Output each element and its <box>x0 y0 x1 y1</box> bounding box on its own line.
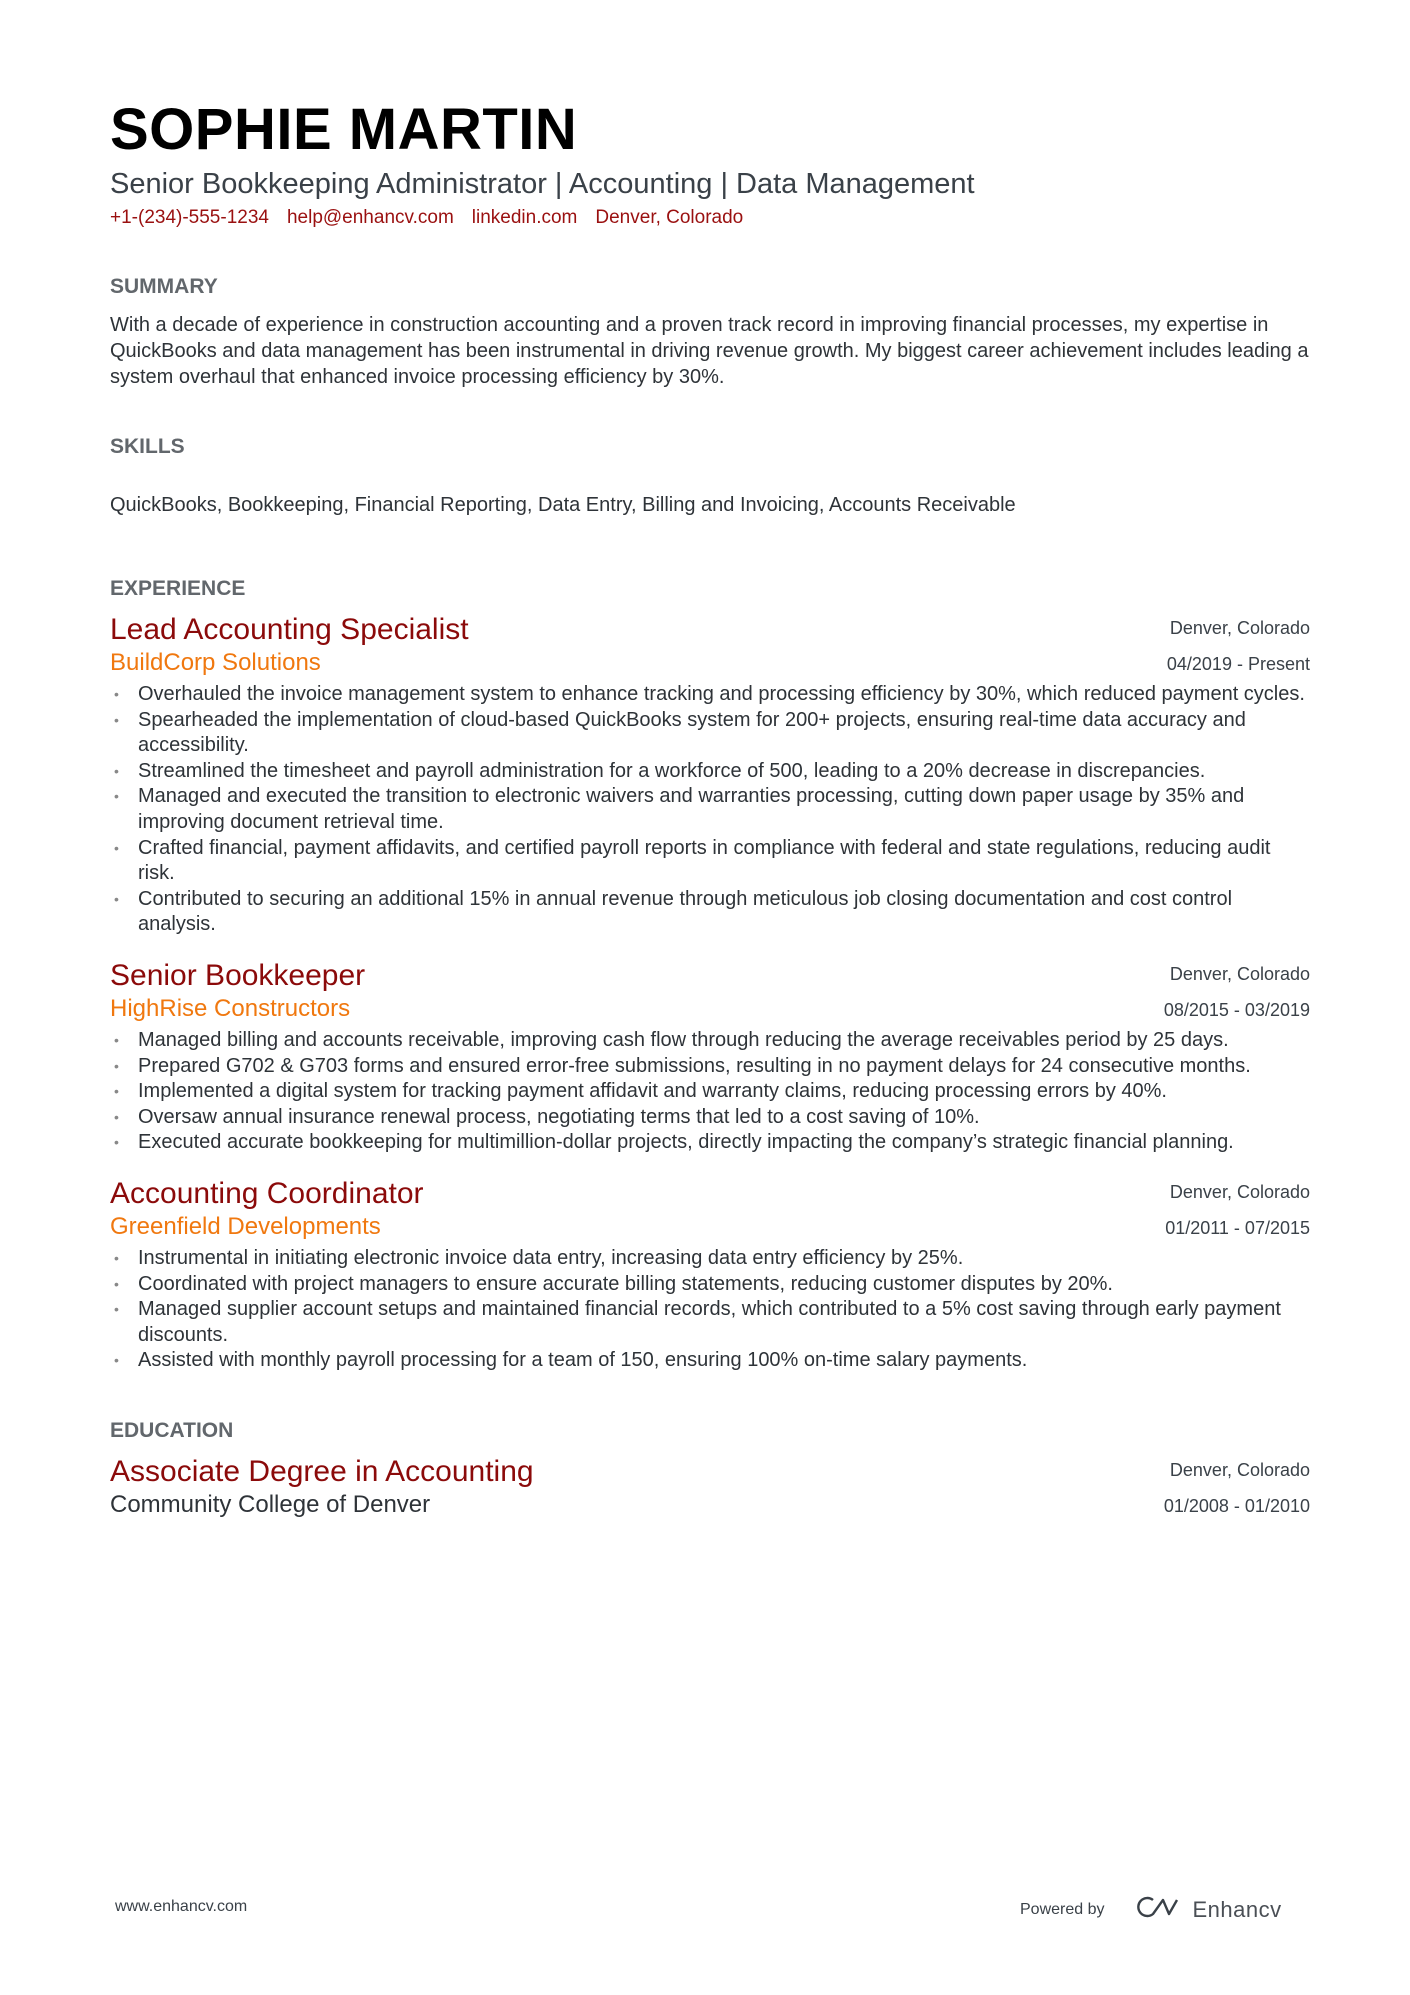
job-bullets <box>110 1028 1310 1156</box>
bullet-icon: • <box>114 1249 119 1266</box>
bullet-item <box>110 887 1310 938</box>
job-location: Denver, Colorado <box>1169 1181 1310 1202</box>
skills-heading: SKILLS <box>110 435 185 458</box>
bullet-item <box>110 784 1310 835</box>
bullet-icon: • <box>114 1352 119 1369</box>
bullet-item <box>110 1054 1310 1080</box>
phone-link[interactable]: +1-(234)-555-1234 <box>110 207 269 228</box>
headline: Senior Bookkeeping Administrator | Accounting | Data Management <box>110 168 975 200</box>
job-dates: 01/2011 - 07/2015 <box>1165 1217 1310 1238</box>
bullet-icon: • <box>114 711 119 728</box>
bullet-icon: • <box>114 1134 119 1151</box>
bullet-text: Instrumental in initiating electronic invoice data entry, increasing data entry efficiency by 25%. <box>138 1246 964 1269</box>
bullet-icon: • <box>114 788 119 805</box>
bullet-icon: • <box>114 1057 119 1074</box>
bullet-icon: • <box>114 1031 119 1048</box>
summary-heading: SUMMARY <box>110 275 218 298</box>
website-link[interactable]: www.enhancv.com <box>115 1898 248 1915</box>
job-bullets <box>110 1246 1310 1374</box>
bullet-text: Crafted financial, payment affidavits, and certified payroll reports in compliance with federal and state regulations, reducing audit risk. <box>138 836 1271 885</box>
summary-text: With a decade of experience in construction accounting and a proven track record in improving financial processes, my expertise in QuickBooks and data management has been instrumental in driving revenue growth. My biggest career achievement includes leading a system overhaul that enhanced invoice processing efficiency by 30%. <box>110 314 1309 388</box>
bullet-text: Managed and executed the transition to electronic waivers and warranties processing, cutting down paper usage by 35% and improving document retrieval time. <box>138 785 1245 833</box>
job-location: Denver, Colorado <box>1169 963 1310 984</box>
linkedin-link[interactable]: linkedin.com <box>471 207 578 228</box>
bullet-item <box>110 1297 1310 1348</box>
education-location: Denver, Colorado <box>1169 1459 1310 1480</box>
powered-by <box>1020 1894 1282 1925</box>
education-heading: EDUCATION <box>110 1418 234 1442</box>
job-title: Accounting Coordinator <box>110 1176 424 1210</box>
location: Denver, Colorado <box>595 207 744 228</box>
bullet-item <box>110 1028 1310 1054</box>
education-entry <box>110 1454 1310 1520</box>
job-dates: 04/2019 - Present <box>1166 654 1310 674</box>
job-entry <box>110 958 1310 1156</box>
experience-list <box>110 612 1310 1374</box>
bullet-text: Implemented a digital system for tracking payment affidavit and warranty claims, reducing processing errors by 40%. <box>138 1080 1167 1103</box>
bullet-item <box>110 708 1310 759</box>
bullet-text: Executed accurate bookkeeping for multimillion-dollar projects, directly impacting the company’s strategic financial planning. <box>138 1131 1234 1154</box>
bullet-item <box>110 1246 1310 1272</box>
company-name: HighRise Constructors <box>110 994 351 1022</box>
bullet-text: Assisted with monthly payroll processing for a team of 150, ensuring 100% on-time salary payments. <box>138 1349 1028 1372</box>
bullet-item <box>110 1130 1310 1156</box>
bullet-item <box>110 1105 1310 1131</box>
experience-heading: EXPERIENCE <box>110 577 246 600</box>
company-name: Greenfield Developments <box>110 1212 381 1240</box>
job-title: Senior Bookkeeper <box>110 958 366 992</box>
bullet-text: Coordinated with project managers to ensure accurate billing statements, reducing customer disputes by 20%. <box>138 1272 1113 1295</box>
bullet-item <box>110 682 1310 708</box>
job-bullets <box>110 682 1310 938</box>
candidate-name: SOPHIE MARTIN <box>110 97 578 162</box>
resume <box>110 96 1310 1520</box>
bullet-icon: • <box>114 686 119 702</box>
contact-info <box>110 206 1310 230</box>
bullet-item <box>110 1079 1310 1105</box>
bullet-icon: • <box>114 890 119 907</box>
job-entry <box>110 1176 1310 1374</box>
education-dates: 01/2008 - 01/2010 <box>1163 1495 1310 1516</box>
brand-name: Enhancv <box>1192 1896 1282 1922</box>
bullet-icon: • <box>114 1083 119 1100</box>
bullet-text: Prepared G702 & G703 forms and ensured error-free submissions, resulting in no payment delays for 24 consecutive months. <box>138 1054 1251 1077</box>
bullet-item <box>110 759 1310 785</box>
job-location: Denver, Colorado <box>1169 618 1310 638</box>
bullet-text: Managed billing and accounts receivable, improving cash flow through reducing the average receivables period by 25 days. <box>138 1028 1229 1051</box>
bullet-icon: • <box>114 1108 119 1125</box>
enhancv-logo-icon <box>1133 1894 1179 1925</box>
bullet-icon: • <box>114 839 119 856</box>
bullet-text: Oversaw annual insurance renewal process, negotiating terms that led to a cost saving of 10%. <box>138 1105 980 1128</box>
bullet-text: Contributed to securing an additional 15% in annual revenue through meticulous job closing documentation and cost control analysis. <box>138 887 1233 936</box>
bullet-text: Streamlined the timesheet and payroll administration for a workforce of 500, leading to a 20% decrease in discrepancies. <box>138 759 1206 782</box>
bullet-text: Spearheaded the implementation of cloud-based QuickBooks system for 200+ projects, ensuring real-time data accuracy and accessibility. <box>138 708 1246 757</box>
bullet-text: Overhauled the invoice management system to enhance tracking and processing efficiency by 30%, which reduced payment cycles. <box>138 683 1305 705</box>
bullet-icon: • <box>114 1301 119 1318</box>
email-link[interactable]: help@enhancv.com <box>286 207 454 228</box>
degree: Associate Degree in Accounting <box>110 1454 534 1488</box>
job-dates: 08/2015 - 03/2019 <box>1163 999 1310 1020</box>
bullet-item <box>110 836 1310 887</box>
bullet-text: Managed supplier account setups and maintained financial records, which contributed to a 5% cost saving through early payment discounts. <box>138 1298 1281 1346</box>
powered-by-label: Powered by <box>1020 1900 1105 1918</box>
bullet-icon: • <box>114 762 119 779</box>
skills-text: QuickBooks, Bookkeeping, Financial Reporting, Data Entry, Billing and Invoicing, Accounts Receivable <box>110 494 1016 516</box>
bullet-item <box>110 1348 1310 1374</box>
bullet-icon: • <box>114 1275 119 1292</box>
job-title: Lead Accounting Specialist <box>110 613 469 646</box>
bullet-item <box>110 1272 1310 1298</box>
job-entry <box>110 612 1310 938</box>
school: Community College of Denver <box>110 1490 431 1518</box>
company-name: BuildCorp Solutions <box>110 649 321 676</box>
